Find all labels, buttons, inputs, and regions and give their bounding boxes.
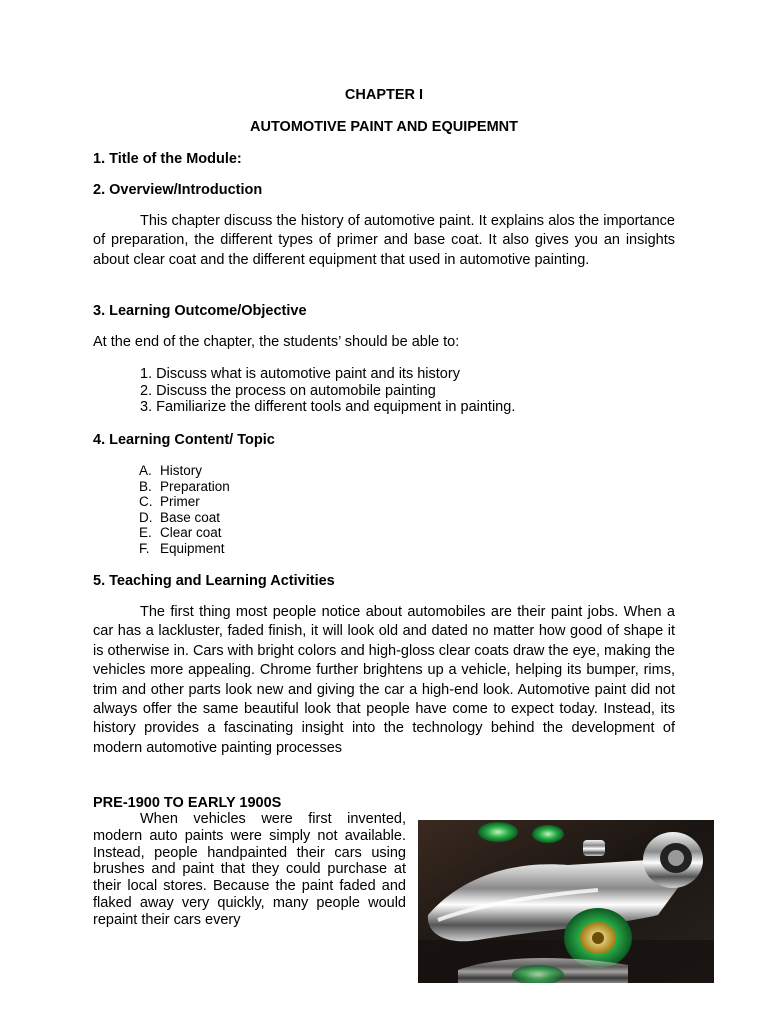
list-item: B. Preparation (139, 478, 230, 494)
list-item: E. Clear coat (139, 525, 222, 540)
section-1-heading: 1. Title of the Module: (93, 151, 242, 167)
spray-gun-photo (418, 820, 714, 983)
list-item: F. Equipment (139, 540, 225, 556)
section-2-heading: 2. Overview/Introduction (93, 182, 263, 198)
overview-paragraph: This chapter discuss the history of automotive paint. It explains alos the importance of preparation, the different types of primer and base coat. It also gives you an insights about clear coat and the different equipment that used in automotive painting. (93, 213, 675, 268)
section-5-heading: 5. Teaching and Learning Activities (93, 573, 335, 589)
list-item: C. Primer (139, 494, 200, 509)
list-item: 1. Discuss what is automotive paint and its history (140, 366, 460, 382)
section-3-heading: 3. Learning Outcome/Objective (93, 303, 307, 319)
section-4-heading: 4. Learning Content/ Topic (93, 432, 275, 448)
list-item: D. Base coat (139, 509, 221, 525)
topics-list (139, 463, 230, 556)
objective-intro: At the end of the chapter, the students’ should be able to: (93, 334, 460, 350)
activities-paragraph: The first thing most people notice about automobiles are their paint jobs. When a car has a lackluster, faded finish, it will look old and dated no matter how good of shape it is otherwise in. Cars with bright colors and high-gloss clear coats draw the eye, making the vehicles more appealing. Chrome further brightens up a vehicle, helping its bumper, rims, trim and other parts look new and giving the car a high-end look. Automotive paint did not always offer the same beautiful look that people have come to expect today. Instead, its history provides a fascinating insight into the technology behind the development of modern automotive painting processes (93, 604, 675, 756)
history-paragraph: When vehicles were first invented, modern auto paints were simply not available. Instead, people handpainted their cars using brushes and paint that they could purchase at their local stores. Because the paint faded and flaked away very quickly, many people would repaint their cars every (93, 811, 406, 928)
history-subheading: PRE-1900 TO EARLY 1900S (93, 795, 282, 811)
list-item: 2. Discuss the process on automobile painting (140, 382, 436, 399)
list-item: A. History (139, 463, 203, 478)
objectives-list (140, 366, 515, 416)
chapter-title: AUTOMOTIVE PAINT AND EQUIPEMNT (250, 119, 518, 135)
list-item: 3. Familiarize the different tools and equipment in painting. (140, 399, 516, 415)
chapter-label: CHAPTER I (344, 87, 424, 103)
